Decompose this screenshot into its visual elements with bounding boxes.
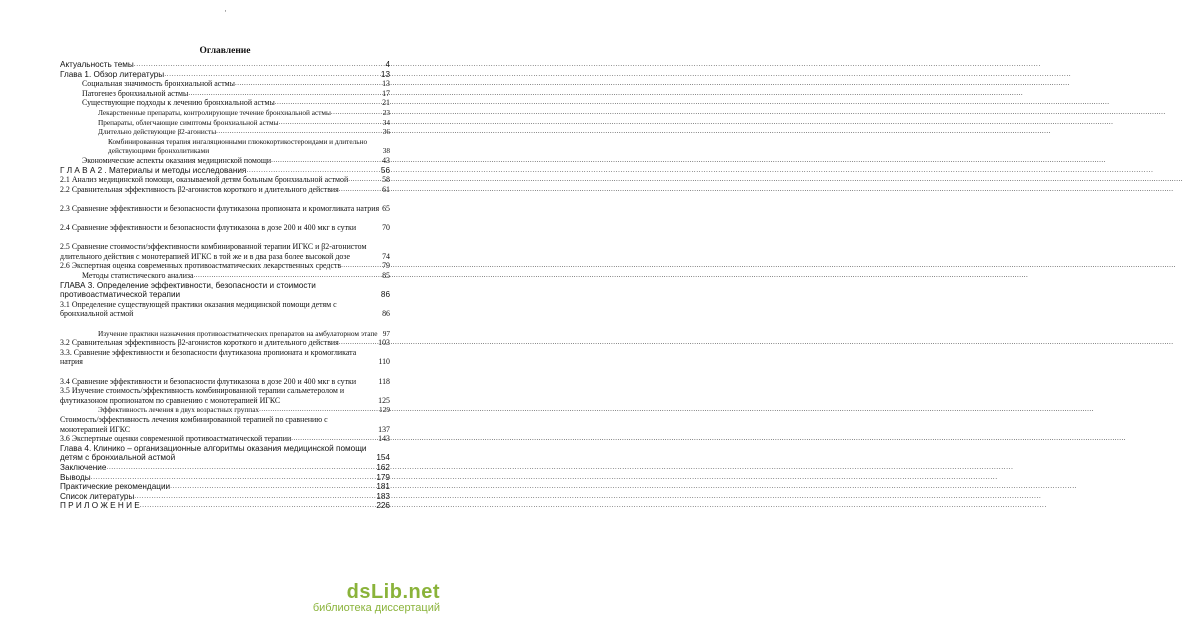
toc-entry-title: Длительно действующие β2-агонисты [98, 127, 217, 137]
toc-entry [60, 415, 390, 434]
toc-leader-dots [259, 404, 378, 415]
toc-entry-page: 97 [382, 328, 390, 338]
toc-entry-title: 2.2 Сравнительная эффективность β2-агонистов короткого и длительного действия [60, 184, 339, 194]
toc-entry-title: 2.1 Анализ медицинской помощи, оказываемой детям больным бронхиальной астмой [60, 175, 349, 185]
toc-entry-title: Экономические аспекты оказания медицинской помощи [82, 155, 272, 165]
toc-entry-page: 129 [379, 405, 390, 415]
toc-entry-title: Список литературы [60, 491, 135, 501]
toc-entry-title: 3.3. Сравнение эффективности и безопасности флутиказона пропионата и кромогликата натрия [60, 347, 357, 367]
toc-entry-page: 43 [382, 155, 390, 165]
toc-entry [60, 348, 390, 367]
toc-entry-page: 137 [378, 424, 390, 434]
toc-leader-dots [140, 500, 376, 511]
toc-entry-page: 179 [376, 472, 390, 482]
toc-entry-page: 61 [382, 184, 390, 194]
toc-entry-title: Эффективность лечения в двух возрастных группах [98, 405, 260, 415]
toc-entry-page: 23 [382, 107, 390, 117]
toc-entry-page: 85 [382, 271, 390, 281]
toc-entry-page: 58 [382, 175, 390, 185]
toc-entry-title: Лекарственные препараты, контролирующие течение бронхиальной астмы [98, 107, 331, 117]
toc-entry [60, 214, 390, 233]
toc-entry [60, 281, 390, 300]
toc-entry-page: 162 [376, 462, 390, 472]
toc-entry-title: Патогенез бронхиальной астмы [82, 88, 189, 98]
watermark-subtitle: библиотека диссертаций [312, 602, 440, 614]
toc-entry-page: 74 [382, 251, 390, 261]
toc-entry-title: Выводы [60, 472, 91, 482]
toc-leader-dots [216, 126, 382, 137]
toc-heading: Оглавление [199, 46, 251, 56]
toc-entry-title: 3.2 Сравнительная эффективность β2-агонистов короткого и длительного действия [60, 338, 339, 348]
toc-entry-title: Социальная значимость бронхиальной астмы [82, 79, 235, 89]
top-mark: · [224, 6, 227, 16]
toc-entry-title: 2.6 Экспертная оценка современных противоастматических лекарственных средств [60, 261, 342, 271]
toc-entry-title: П Р И Л О Ж Е Н И Е [60, 501, 140, 511]
toc-entry [60, 194, 390, 213]
toc-entry-title: 2.5 Сравнение стоимости/эффективности комбинированной терапии ИГКС и β2-агонистом длительного действия с монотерапией ИГКС в той же и в два раза более высокой дозе [60, 242, 367, 261]
toc-entry-page: 4 [385, 60, 390, 69]
toc-entry [60, 405, 390, 415]
toc-entry-page: 17 [382, 88, 390, 98]
toc-leader-dots [194, 270, 382, 281]
toc-entry-title: Методы статистического анализа [82, 271, 194, 281]
toc-entry-page: 36 [382, 127, 390, 137]
toc-entry-page: 86 [382, 309, 390, 319]
toc-entry-title: Г Л А В А 2 . Материалы и методы исследования [60, 165, 247, 175]
toc-entry-page: 181 [376, 482, 390, 492]
toc-entry-page: 13 [382, 79, 390, 89]
toc-entry [60, 137, 390, 156]
toc-entry [60, 300, 390, 319]
toc-entry-page: 103 [378, 338, 390, 348]
toc-entry-page: 34 [382, 117, 390, 127]
toc-entry-title: 3.1 Определение существующей практики оказания медицинской помощи детям с бронхиальной астмой [60, 299, 337, 319]
toc-entry-page: 110 [378, 357, 390, 367]
toc-entry-title: Изучение практики назначения противоастматических препаратов на амбулаторном этапе [98, 328, 378, 338]
toc-leader-dots [339, 184, 381, 195]
toc-entry-title: Заключение [60, 462, 107, 472]
toc-entry-page: 118 [378, 376, 390, 386]
toc-entry-page: 79 [382, 261, 390, 271]
toc-entry-title: Актуальность темы [60, 60, 134, 69]
toc-entry-title: 2.4 Сравнение эффективности и безопасности флутиказона в дозе 200 и 400 мкг в сутки [60, 223, 357, 233]
toc-entry [60, 501, 390, 511]
toc-entry-title: 3.5 Изучение стоимость/эффективность комбинированной терапии сальметеролом и флутиказоном пропионатом по сравнению с монотерапией ИГКС [60, 386, 345, 405]
toc-entry [60, 444, 390, 463]
toc-entry [60, 127, 390, 137]
watermark [313, 581, 440, 614]
toc-entry [60, 434, 390, 444]
toc-entry [60, 233, 390, 262]
toc-entry [60, 386, 390, 405]
toc-leader-dots [339, 337, 377, 348]
document-page [0, 0, 450, 620]
toc-entry-page: 143 [378, 434, 390, 444]
toc-entry-title: Стоимость/эффективность лечения комбинированной терапией по сравнению с монотерапией ИГКС [60, 414, 328, 434]
toc-entry-title: ГЛАВА 3. Определение эффективности, безопасности и стоимости противоастматической терапии [60, 280, 316, 300]
toc-entry-page: 86 [380, 290, 390, 300]
toc-entry-page: 154 [376, 453, 390, 463]
toc-entry-title: Практические рекомендации [60, 482, 171, 492]
toc-entry-title: Глава 4. Клинико – организационные алгоритмы оказания медицинской помощи детям с бронхиальной астмой [60, 443, 367, 463]
toc-entry-page: 226 [376, 501, 390, 511]
toc-entry [60, 319, 390, 338]
toc-entry-page: 38 [382, 146, 390, 156]
toc-entry [60, 166, 390, 176]
toc-entry-title: Глава 1. Обзор литературы [60, 69, 165, 79]
table-of-contents [60, 60, 390, 511]
watermark-logo: dsLib.net [346, 581, 440, 603]
toc-entry-title: Препараты, облегчающие симптомы бронхиальной астмы [98, 117, 279, 127]
toc-entry-title: 3.4 Сравнение эффективности и безопасности флутиказона в дозе 200 и 400 мкг в сутки [60, 376, 357, 386]
toc-leader-dots [291, 433, 377, 444]
toc-entry [60, 185, 390, 195]
toc-entry-page: 21 [382, 98, 390, 108]
toc-entry-page: 183 [376, 491, 390, 501]
toc-entry-page: 125 [378, 395, 390, 405]
toc-entry-page: 13 [380, 69, 390, 79]
toc-entry-title: Комбинированная терапия ингаляционными глюкокортикостероидами и длительно действующими бронхолитиками [108, 136, 368, 156]
toc-entry [60, 271, 390, 281]
toc-entry-title: 3.6 Экспертные оценки современной противоастматической терапии [60, 434, 292, 444]
toc-entry [60, 338, 390, 348]
toc-entry-title: 2.3 Сравнение эффективности и безопасности флутиказона пропионата и кромогликата натрия [60, 203, 380, 213]
toc-entry-page: 56 [380, 165, 390, 175]
toc-entry-page: 70 [382, 223, 390, 233]
toc-entry-page: 65 [382, 203, 390, 213]
toc-entry-title: Существующие подходы к лечению бронхиальной астмы [82, 98, 275, 108]
toc-entry [60, 367, 390, 386]
